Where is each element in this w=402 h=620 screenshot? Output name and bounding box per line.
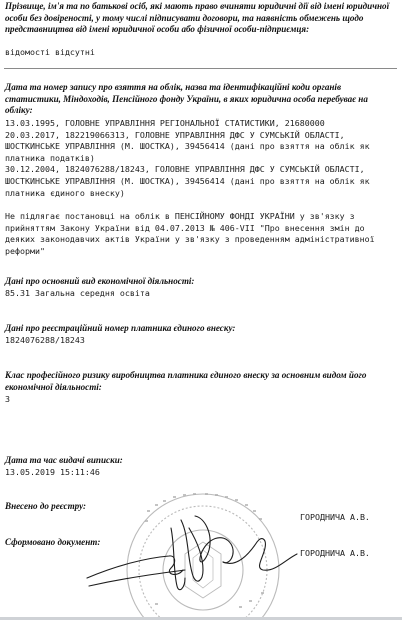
persons-label: Прізвище, ім'я та по батькові осіб, які мають право вчиняти юридичні дії від імені юридичної особи без довіреності, у тому числі підписувати договори, та наявність обмежень щодо представництва від імені юридичної особи або фізичної особи-підприємця: <box>5 1 390 35</box>
entered-by-label: Внесено до реєстру: <box>5 501 87 511</box>
pension-note-value: Не підлягає постановці на облік в ПЕНСІЙНОМУ ФОНДІ УКРАЇНИ у зв'язку з прийняттям Закону України від 04.07.2013 № 406-VII "Про внесення змін до деяких законодавчих актів України у зв'язку з проведенням адміністративної реформи" <box>5 211 380 256</box>
entered-by-signer: ГОРОДНИЧА А.В. <box>300 512 370 522</box>
issue-datetime-value: 13.05.2019 15:11:46 <box>5 467 100 477</box>
risk-class-value: 3 <box>5 394 10 404</box>
formed-by-signer: ГОРОДНИЧА А.В. <box>300 548 370 558</box>
formed-by-label: Сформовано документ: <box>5 537 101 547</box>
activity-value: 85.31 Загальна середня освіта <box>5 288 150 298</box>
persons-value: відомості відсутні <box>5 47 95 57</box>
registration-label: Дата та номер запису про взяття на облік, назва та ідентифікаційні коди органів статистики, Міндоходів, Пенсійного фонду України, в яких юридична особа перебуває на обліку: <box>5 82 368 116</box>
payer-number-value: 1824076288/18243 <box>5 335 85 345</box>
registration-value: 13.03.1995, ГОЛОВНЕ УПРАВЛІННЯ РЕГІОНАЛЬНОЇ СТАТИСТИКИ, 21680000 20.03.2017, 182219066313, ГОЛОВНЕ УПРАВЛІННЯ ДФС У СУМСЬКІЙ ОБЛАСТІ, ШОСТКИНСЬКЕ УПРАВЛІННЯ (М. ШОСТКА), 39456414 (дані про взяття на облік як платника податків) 30.12.2004, 1824076288/18243, ГОЛОВНЕ УПРАВЛІННЯ ДФС У СУМСЬКІЙ ОБЛАСТІ, ШОСТКИНСЬКЕ УПРАВЛІННЯ (М. ШОСТКА), 39456414 (дані про взяття на облік як платника єдиного внеску) <box>5 118 370 198</box>
issue-datetime-label: Дата та час видачі виписки: <box>5 455 123 465</box>
section-divider <box>4 68 397 69</box>
official-stamp-seal <box>85 458 335 620</box>
payer-number-label: Дані про реєстраційний номер платника єдиного внеску: <box>5 323 236 333</box>
risk-class-label: Клас професійного ризику виробництва платника єдиного внеску за основним видом його економічної діяльності: <box>5 370 367 392</box>
activity-label: Дані про основний вид економічної діяльності: <box>5 276 195 286</box>
